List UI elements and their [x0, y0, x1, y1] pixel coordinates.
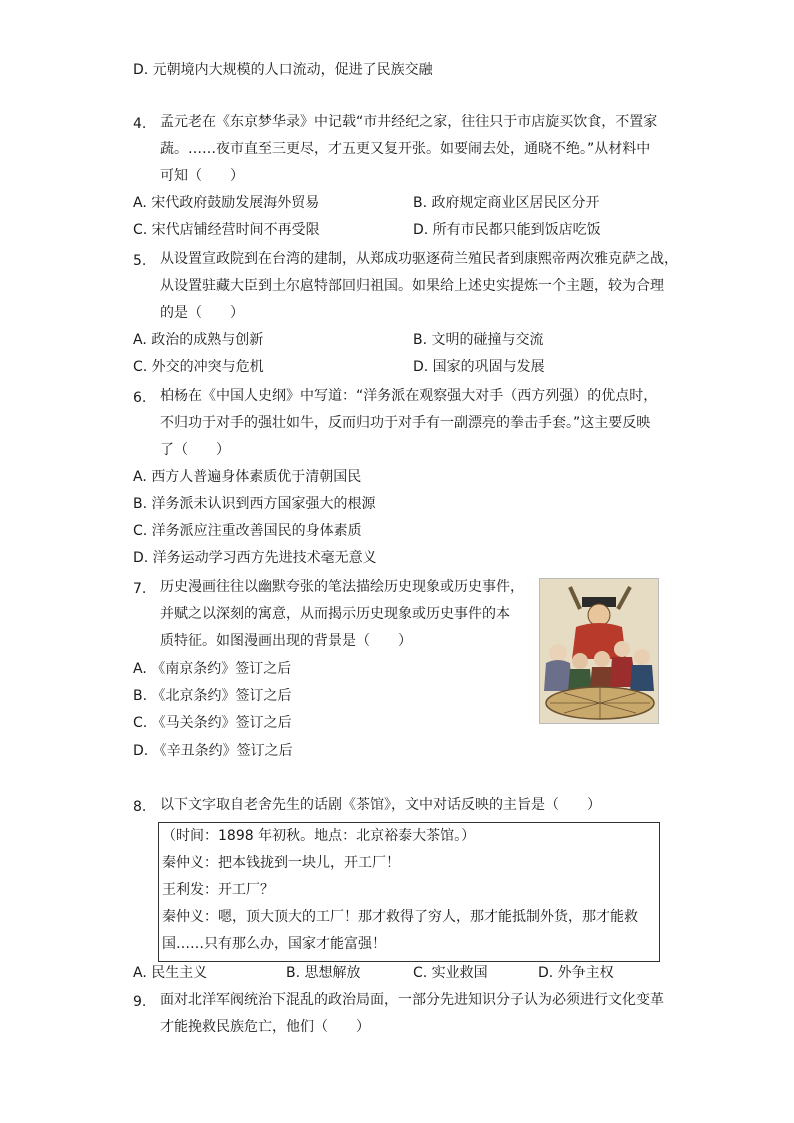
q8-excerpt-line3: 王利发：开工厂？	[162, 882, 274, 898]
q6-stem-line3: 了（ ）	[160, 442, 230, 458]
q6-option-d: D. 洋务运动学习西方先进技术毫无意义	[133, 550, 377, 566]
q6-option-c: C. 洋务派应注重改善国民的身体素质	[133, 523, 362, 539]
q6-option-b: B. 洋务派未认识到西方国家强大的根源	[133, 496, 376, 512]
q7-option-d: D. 《辛丑条约》签订之后	[133, 743, 293, 759]
q5-number: 5.	[133, 253, 147, 269]
q9-stem-line2: 才能挽救民族危亡，他们（ ）	[160, 1019, 370, 1035]
q4-stem-line1: 孟元老在《东京梦华录》中记载“市井经纪之家，往往只于市店旋买饮食，不置家	[160, 114, 658, 130]
q8-excerpt-line5: 国……只有那么办，国家才能富强！	[162, 936, 386, 952]
q5-stem-line2: 从设置驻藏大臣到土尔扈特部回归祖国。如果给上述史实提炼一个主题，较为合理	[160, 278, 664, 294]
q6-stem-line1: 柏杨在《中国人史纲》中写道：“洋务派在观察强大对手（西方列强）的优点时，	[160, 388, 658, 404]
q5-option-c: C. 外交的冲突与危机	[133, 359, 264, 375]
q7-option-a: A. 《南京条约》签订之后	[133, 661, 292, 677]
q4-number: 4.	[133, 116, 147, 132]
q5-option-d: D. 国家的巩固与发展	[413, 359, 545, 375]
q8-excerpt-line1: （时间：1898 年初秋。地点：北京裕泰大茶馆。）	[162, 828, 476, 844]
q4-option-b: B. 政府规定商业区居民区分开	[413, 195, 600, 211]
q8-excerpt-line2: 秦仲义：把本钱拢到一块儿，开工厂！	[162, 855, 400, 871]
q4-option-c: C. 宋代店铺经营时间不再受限	[133, 222, 320, 238]
q9-stem-line1: 面对北洋军阀统治下混乱的政治局面，一部分先进知识分子认为必须进行文化变革	[160, 992, 664, 1008]
q7-number: 7.	[133, 581, 147, 597]
cartoon-illustration	[540, 579, 658, 723]
q8-excerpt-line4: 秦仲义：嗯，顶大顶大的工厂！那才救得了穷人，那才能抵制外货，那才能救	[162, 909, 638, 925]
q7-stem-line2: 并赋之以深刻的寓意，从而揭示历史现象或历史事件的本	[160, 606, 510, 622]
q8-number: 8.	[133, 799, 147, 815]
q7-option-b: B. 《北京条约》签订之后	[133, 688, 292, 704]
q5-stem-line3: 的是（ ）	[160, 305, 244, 321]
q8-stem-line1: 以下文字取自老舍先生的话剧《茶馆》，文中对话反映的主旨是（ ）	[160, 797, 601, 813]
q9-number: 9.	[133, 994, 147, 1010]
q4-option-d: D. 所有市民都只能到饭店吃饭	[413, 222, 601, 238]
q4-option-a: A. 宋代政府鼓励发展海外贸易	[133, 195, 320, 211]
q8-option-c: C. 实业救国	[413, 965, 488, 981]
q7-option-c: C. 《马关条约》签订之后	[133, 715, 292, 731]
q6-stem-line2: 不归功于对手的强壮如牛，反而归功于对手有一副漂亮的拳击手套。”这主要反映	[160, 415, 651, 431]
q7-cartoon-image	[539, 578, 659, 724]
q3-option-d: D. 元朝境内大规模的人口流动，促进了民族交融	[133, 62, 433, 78]
q5-option-b: B. 文明的碰撞与交流	[413, 332, 544, 348]
q5-stem-line1: 从设置宣政院到在台湾的建制，从郑成功驱逐荷兰殖民者到康熙帝两次雅克萨之战，	[160, 251, 678, 267]
q8-option-a: A. 民生主义	[133, 965, 208, 981]
q4-stem-line3: 可知（ ）	[160, 168, 244, 184]
q7-stem-line3: 质特征。如图漫画出现的背景是（ ）	[160, 633, 412, 649]
q7-stem-line1: 历史漫画往往以幽默夸张的笔法描绘历史现象或历史事件，	[160, 579, 524, 595]
q4-stem-line2: 蔬。……夜市直至三更尽，才五更又复开张。如要闹去处，通晓不绝。”从材料中	[160, 141, 651, 157]
q8-option-b: B. 思想解放	[286, 965, 361, 981]
q8-option-d: D. 外争主权	[538, 965, 614, 981]
q6-option-a: A. 西方人普遍身体素质优于清朝国民	[133, 469, 362, 485]
q6-number: 6.	[133, 390, 147, 406]
q5-option-a: A. 政治的成熟与创新	[133, 332, 264, 348]
